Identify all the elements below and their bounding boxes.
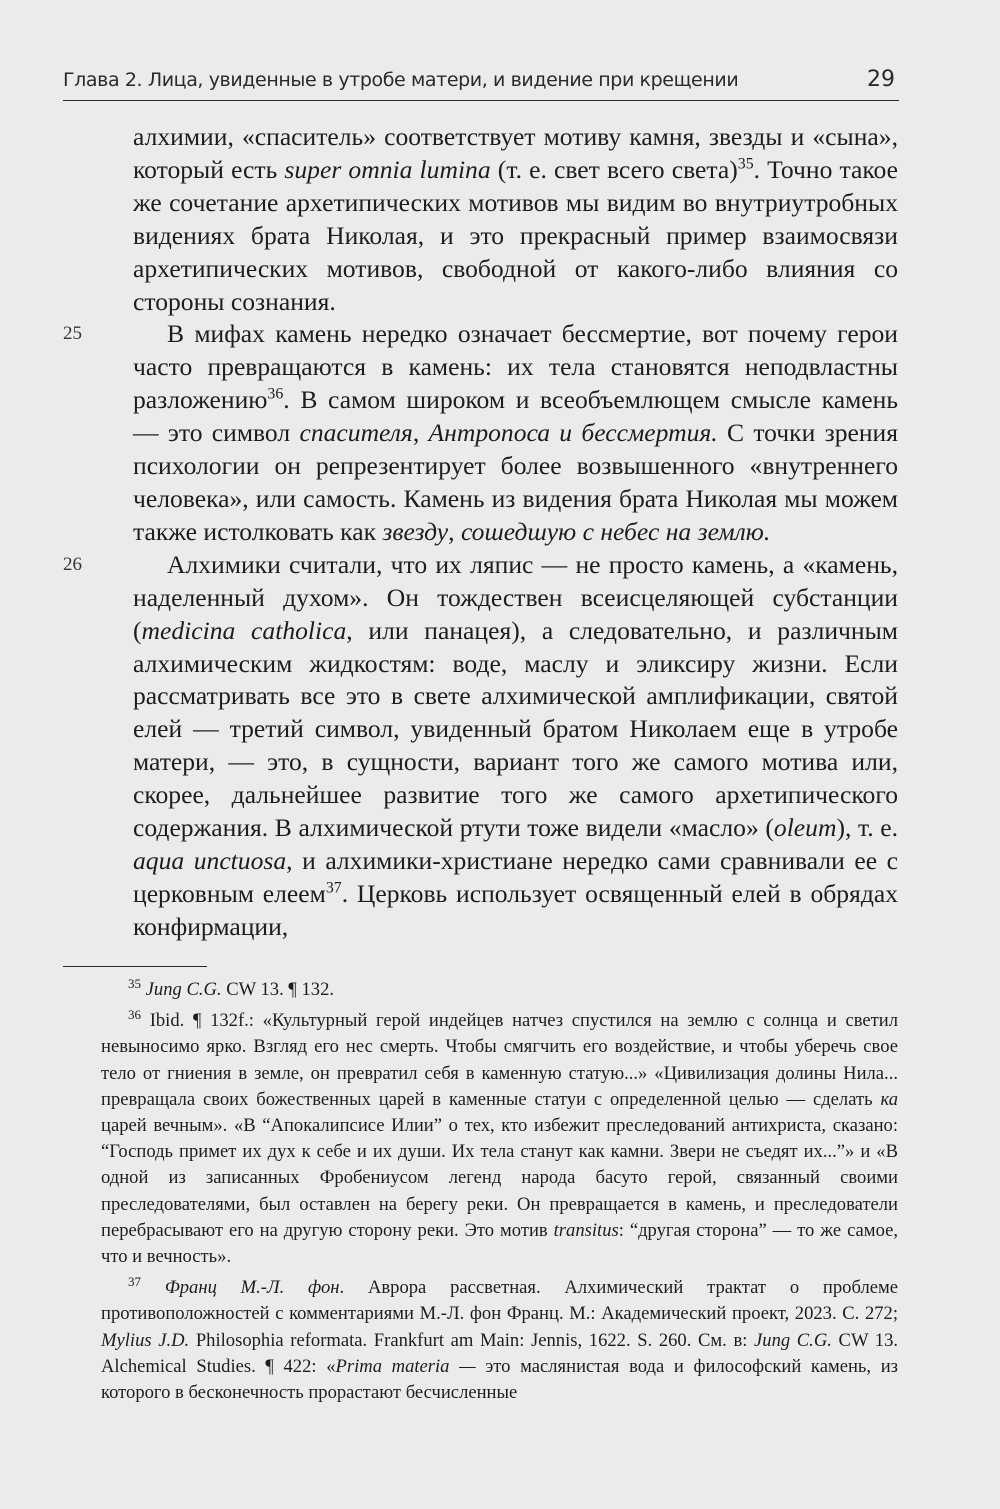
running-header <box>63 60 899 101</box>
paragraph-25: 25 В мифах камень нередко означает бессмертие, вот почему герои часто превращаются в камень: их тела становятся неподвластны разложению$^{36}$. В самом широком и всеобъемлющем смысле камень — это символ спасителя, Антропоса и бессмертия. С точки зрения психологии он репрезентирует более возвышенного «внутреннего человека», или самость. Камень из видения брата Николая мы можем также истолковать как звезду, сошедшую с небес на землю. <box>63 319 899 546</box>
footnote-ref-36[interactable]: 36 <box>267 385 284 403</box>
main-text <box>63 121 899 944</box>
footnotes <box>101 977 898 1411</box>
footnote-37: $^{37}$ Франц М.-Л. фон. Аврора рассветная. Алхимический трактат о проблеме противоположностей с комментариями М.-Л. фон Франц. М.: Академический проект, 2023. С. 272; Mylius J.D. Philosophia reformata. Frankfurt am Main: Jennis, 1622. S. 260. См. в: Jung C.G. CW 13. Alchemical Studies. ¶ 422: «Prima materia — это маслянистая вода и философский камень, из которого в бесконечность прорастают бесчисленные <box>101 1274 899 1404</box>
footnote-35: $^{35}$ Jung C.G. CW 13. ¶ 132. <box>128 975 335 1000</box>
paragraph-continued: алхимии, «спаситель» соответствует мотиву камня, звезды и «сына», который есть super omnia lumina (т. е. свет всего света)$^{35}$. Точно такое же сочетание архетипических мотивов мы видим во внутриутробных видениях брата Николая, и это прекрасный пример взаимосвязи архетипических мотивов, свободной от какого-либо влияния со стороны сознания. <box>133 122 898 316</box>
footnote-ref-37[interactable]: 37 <box>325 879 342 897</box>
paragraph-number: 25 <box>63 323 82 345</box>
page-number: 29 <box>867 67 895 92</box>
chapter-title: Глава 2. Лица, увиденные в утробе матери, и видение при крещении <box>63 69 739 91</box>
footnote-ref-35[interactable]: 35 <box>737 155 754 173</box>
footnote-36: $^{36}$ Ibid. ¶ 132f.: «Культурный герой индейцев натчез спустился на землю с солнца и светил невыносимо ярко. Взгляд его нес смерть. Чтобы смягчить его воздействие, и чтобы уберечь свое тело от гниения в земле, он превратил себя в каменную статую...» «Цивилизация долины Нила... превращала своих божественных царей в каменные статуи с определенной целью — сделать ка царей вечным». «В “Апокалипсисе Илии” о тех, кто избежит преследований антихриста, сказано: “Господь примет их дух к себе и их души. Их тела станут как камни. Звери не съедят их...”» и «В одной из записанных Фробениусом легенд народа басуто герой, связанный своими преследователями, был оставлен на берегу реки. Он превращается в камень, и преследователи перебрасывают его на другую сторону реки. Это мотив transitus: “другая сторона” — то же самое, что и вечность». <box>101 1007 898 1268</box>
latin-term: super omnia lumina <box>284 154 491 184</box>
paragraph-26: 26 Алхимики считали, что их ляпис — не просто камень, а «камень, наделенный духом». Он тождествен всеисцеляющей субстанции (medicina catholica, или панацея), а следовательно, и различным алхимическим жидкостям: воде, маслу и эликсиру жизни. Если рассматривать все это в свете алхимической амплификации, святой елей — третий символ, увиденный братом Николаем еще в утробе матери, — это, в сущности, вариант того же самого мотива или, скорее, дальнейшее развитие того же самого архетипического содержания. В алхимической ртути тоже видели «масло» (oleum), т. е. aqua unctuosa, и алхимики-христиане нередко сами сравнивали ее с церковным елеем$^{37}$. Церковь использует освященный елей в обрядах конфирмации, <box>63 549 899 941</box>
paragraph-number: 26 <box>63 553 82 575</box>
footnote-divider <box>63 966 207 967</box>
